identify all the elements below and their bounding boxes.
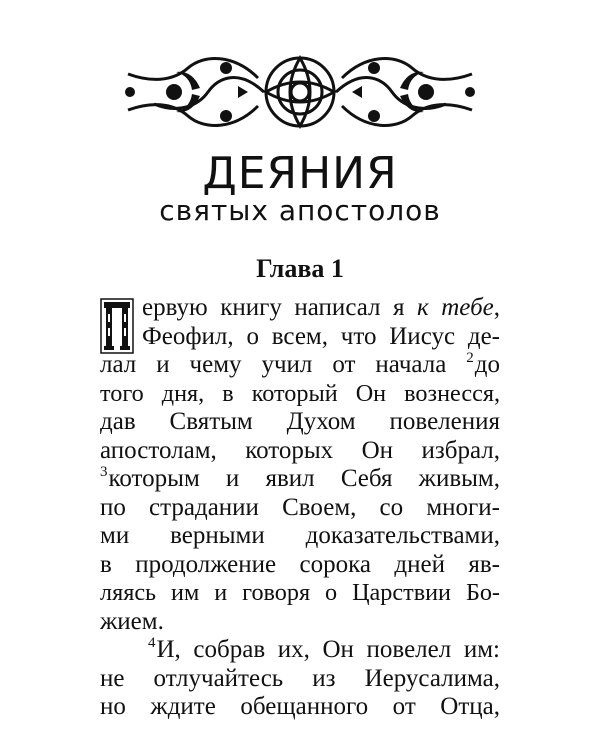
text-line: жием. [100, 607, 164, 635]
verse-number: 3 [100, 464, 108, 480]
verse-number: 4 [148, 635, 156, 651]
text-line: ми верными доказательствами, [100, 522, 500, 549]
text-line: Феофил, о всем, что Иисус де- [142, 322, 500, 350]
book-subtitle: святых апостолов [159, 194, 441, 227]
text-line: дав Святым Духом повеления [100, 408, 500, 435]
text-line: ляясь им и говоря о Царствии Бо- [100, 579, 500, 606]
text-line: апостолам, которых Он избрал, [100, 436, 500, 464]
book-title: ДЕЯНИЯ [202, 148, 398, 199]
decorative-ornament-icon [108, 48, 492, 136]
text-line: по страдании Своем, со многи- [100, 493, 500, 521]
text-line: того дня, в который Он вознесся, [100, 379, 500, 407]
text-line: $^4$И, собрав их, Он повелел им: [148, 635, 500, 663]
text-line: ервую книгу написал я к тебе, [142, 294, 500, 321]
text-line: $^3$которым и явил Себя живым, [100, 464, 500, 492]
scripture-text [100, 294, 500, 722]
chapter-heading: Глава 1 [256, 254, 344, 283]
text-line: но ждите обещанного от Отца, [100, 693, 500, 720]
text-line: не отлучайтесь из Иерусалима, [100, 664, 500, 692]
verse-number: 2 [466, 350, 474, 366]
text-line: лал и чему учил от начала $^2$до [100, 350, 500, 378]
text-line: в продолжение сорока дней яв- [100, 550, 500, 578]
